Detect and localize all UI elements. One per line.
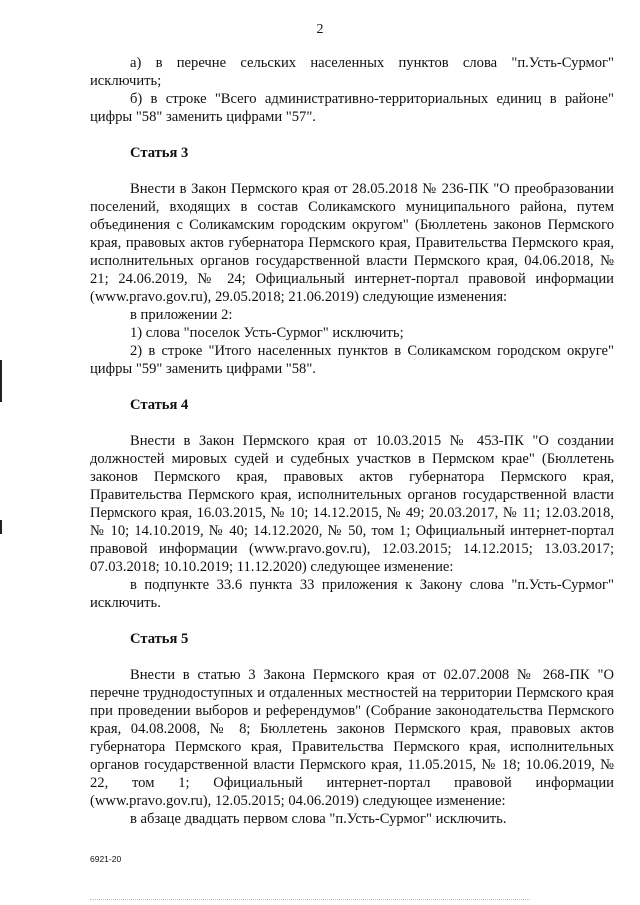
article-3-annex: в приложении 2:: [130, 307, 233, 323]
article-3-body: Внести в Закон Пермского края от 28.05.2018 № 236-ПК "О преобразовании поселений, входящих в состав Соликамского муниципального района, путем объединения с Соликамским городским округом" (Бюллетень законов Пермского края, правовых актов губернатора Пермского края, Правительства Пермского края, исполнительных органов государственной власти Пермского края, 04.06.2018, № 21; 24.06.2019, № 24; Официальный интернет-портал правовой информации (www.pravo.gov.ru), 29.05.2018; 21.06.2019) следующие изменения:: [90, 181, 614, 305]
article-5-heading: Статья 5: [130, 631, 189, 647]
article-3-heading: Статья 3: [130, 145, 189, 161]
page-number: 2: [316, 22, 324, 37]
article-3-item-2: 2) в строке "Итого населенных пунктов в Соликамском городском округе" цифры "59" заменить цифрами "58".: [90, 343, 614, 377]
document-code: 6921-20: [90, 854, 122, 864]
scan-bottom-edge: [90, 899, 530, 903]
article-4-heading: Статья 4: [130, 397, 189, 413]
article-5-body: Внести в статью 3 Закона Пермского края от 02.07.2008 № 268-ПК "О перечне труднодоступных и отдаленных местностей на территории Пермского края при проведении выборов и референдумов" (Собрание законодательства Пермского края, 04.08.2008, № 8; Бюллетень законов Пермского края, правовых актов губернатора Пермского края, Правительства Пермского края, исполнительных органов государственной власти Пермского края, 11.05.2015, № 18; 10.06.2019, № 22, том 1; Официальный интернет-портал правовой информации (www.pravo.gov.ru), 12.05.2015; 04.06.2019) следующее изменение:: [90, 667, 614, 809]
article-4-body: Внести в Закон Пермского края от 10.03.2015 № 453-ПК "О создании должностей мировых судей и судебных участков в Пермском крае" (Бюллетень законов Пермского края, правовых актов губернатора Пермского края, Правительства Пермского края, исполнительных органов государственной власти Пермского края, 16.03.2015, № 10; 14.12.2015, № 49; 20.03.2017, № 11; 12.03.2018, № 10; 14.10.2019, № 40; 14.12.2020, № 50, том 1; Официальный интернет-портал правовой информации (www.pravo.gov.ru), 12.03.2015; 14.12.2015; 13.03.2017; 07.03.2018; 10.10.2019; 11.12.2020) следующее изменение:: [90, 433, 614, 575]
paragraph-b: б) в строке "Всего административно-территориальных единиц в районе" цифры "58" заменить цифрами "57".: [90, 91, 614, 125]
scan-edge-mark: [0, 520, 2, 534]
paragraph-a: а) в перечне сельских населенных пунктов слова "п.Усть-Сурмог" исключить;: [90, 55, 614, 89]
article-5-change: в абзаце двадцать первом слова "п.Усть-Сурмог" исключить.: [130, 811, 507, 827]
document-body: [90, 54, 614, 828]
article-3-item-1: 1) слова "поселок Усть-Сурмог" исключить;: [130, 325, 404, 341]
scan-edge-mark: [0, 360, 2, 402]
article-4-change: в подпункте 33.6 пункта 33 приложения к Закону слова "п.Усть-Сурмог" исключить.: [90, 577, 614, 611]
